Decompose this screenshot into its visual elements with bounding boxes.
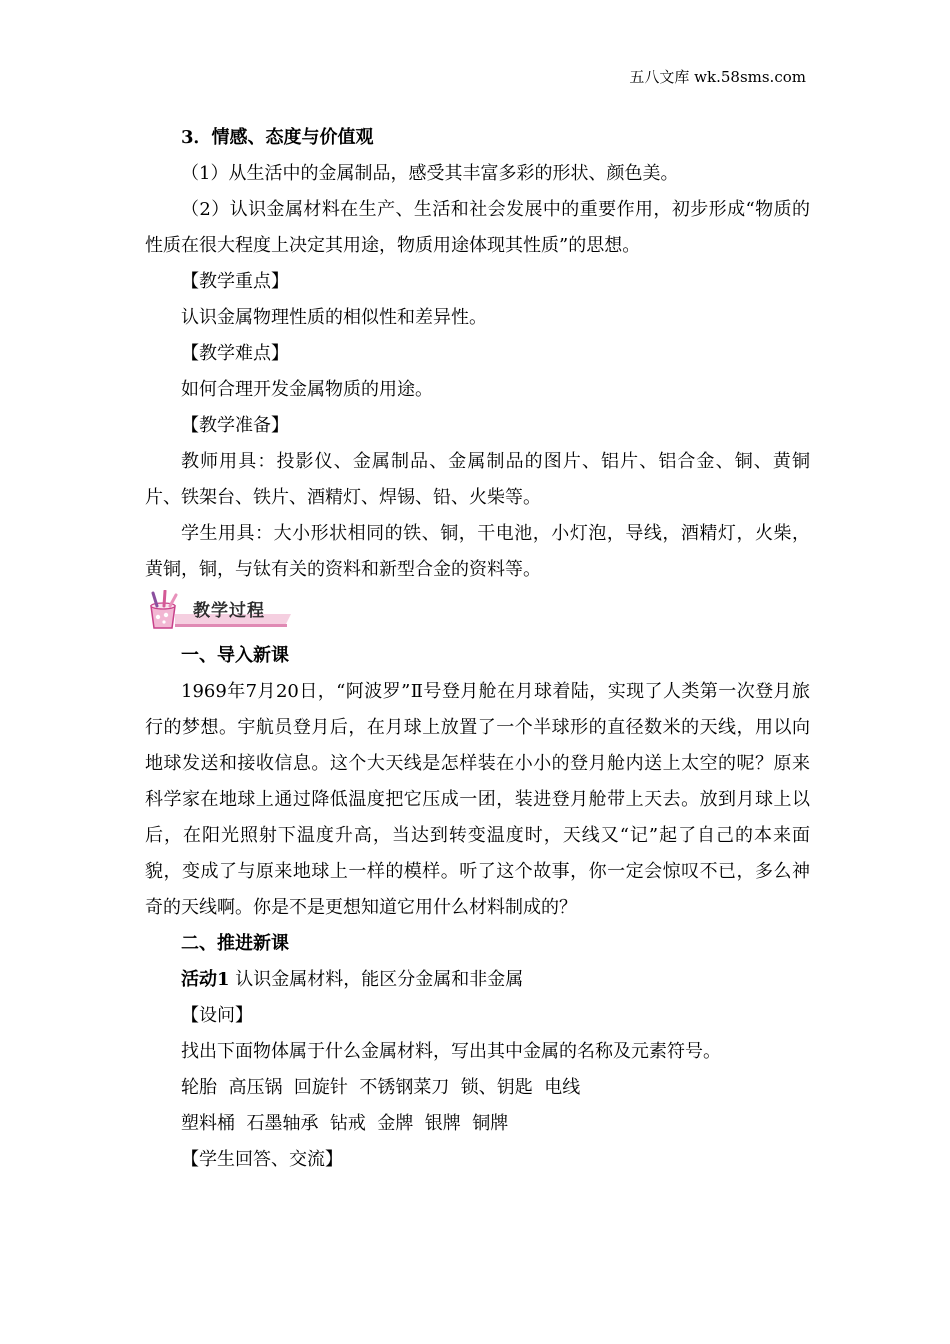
items-line: 轮胎 高压锅 回旋针 不锈钢菜刀 锁、钥匙 电线 [181,1077,581,1098]
heading-student-answer: 【学生回答、交流】 [181,1149,343,1170]
heading-teaching-preparation: 【教学准备】 [181,415,289,436]
paragraph: 如何合理开发金属物质的用途。 [181,379,433,400]
paragraph: 认识金属物理性质的相似性和差异性。 [181,307,487,328]
heading-teaching-focus: 【教学重点】 [181,271,289,292]
paragraph: 教师用具：投影仪、金属制品、金属制品的图片、铝片、铝合金、铜、黄铜片、铁架台、铁片、酒精灯、焊锡、铅、火柴等。 [145,451,810,508]
activity-line [145,962,810,998]
teaching-process-banner [145,588,810,638]
paragraph: 找出下面物体属于什么金属材料，写出其中金属的名称及元素符号。 [181,1041,721,1062]
paragraph-apollo-story: 1969年7月20日，“阿波罗”Ⅱ号登月舱在月球着陆，实现了人类第一次登月旅行的梦想。宇航员登月后，在月球上放置了一个半球形的直径数米的天线，用以向地球发送和接收信息。这个大天线是怎样装在小小的登月舱内送上太空的呢？原来科学家在地球上通过降低温度把它压成一团，装进登月舱带上天去。放到月球上以后，在阳光照射下温度升高，当达到转变温度时，天线又“记”起了自己的本来面貌，变成了与原来地球上一样的模样。听了这个故事，你一定会惊叹不已，多么神奇的天线啊。你是不是更想知道它用什么材料制成的？ [145,681,810,918]
banner-label: 教学过程 [193,601,265,621]
site-watermark-header: 五八文库 wk.58sms.com [629,68,806,86]
heading-teaching-difficulty: 【教学难点】 [181,343,289,364]
section-title-advance: 二、推进新课 [181,933,289,954]
paragraph: （1）从生活中的金属制品，感受其丰富多彩的形状、颜色美。 [181,163,679,184]
paragraph: （2）认识金属材料在生产、生活和社会发展中的重要作用，初步形成“物质的性质在很大程度上决定其用途，物质用途体现其性质”的思想。 [145,199,810,256]
items-line: 塑料桶 石墨轴承 钻戒 金牌 银牌 铜牌 [181,1113,509,1134]
section-title-attitude: 3．情感、态度与价值观 [181,127,374,148]
paragraph: 学生用具：大小形状相同的铁、铜，干电池，小灯泡，导线，酒精灯，火柴，黄铜，铜，与钛有关的资料和新型合金的资料等。 [145,523,810,580]
activity-text: 认识金属材料，能区分金属和非金属 [235,969,524,990]
section-title-intro: 一、导入新课 [181,645,289,666]
document-body [145,120,810,1178]
heading-question: 【设问】 [181,1005,253,1026]
activity-label: 活动1 [181,969,230,990]
